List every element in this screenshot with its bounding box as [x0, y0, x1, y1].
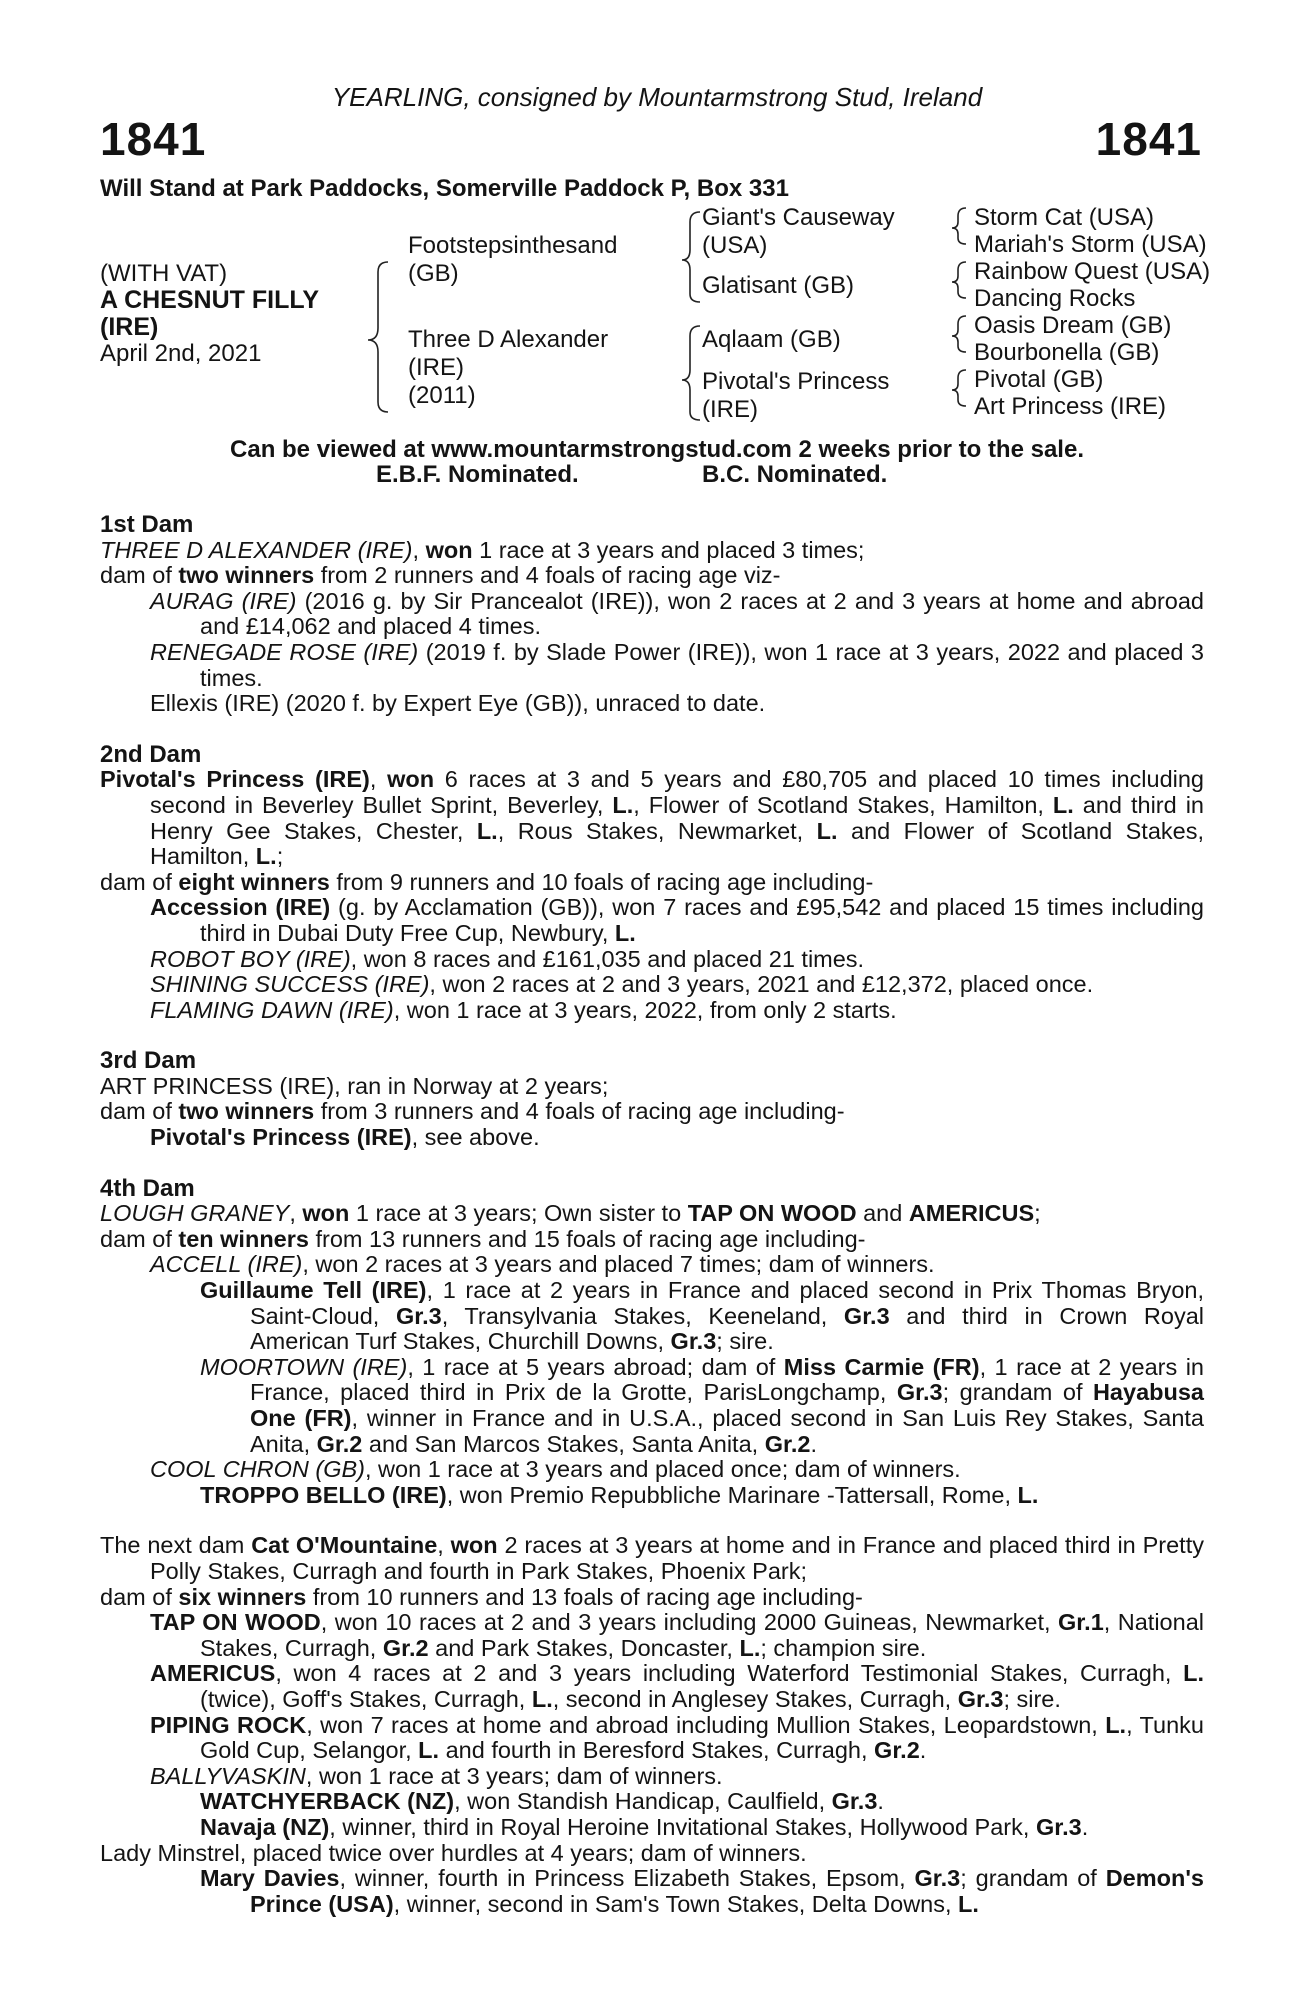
ped-dsd: Bourbonella (GB): [974, 339, 1160, 366]
first-dam-heading: 1st Dam: [100, 511, 194, 538]
third-dam-produce-summary: dam of two winners from 3 runners and 4 foals of racing age including-: [100, 1098, 845, 1125]
fourth-dam-heading: 4th Dam: [100, 1174, 195, 1202]
ped-dds: Pivotal (GB): [974, 366, 1104, 393]
sire-sire-name: Giant's Causeway: [702, 204, 895, 231]
first-dam-produce-summary: dam of two winners from 2 runners and 4 foals of racing age viz-: [100, 562, 781, 589]
produce-americus: AMERICUS, won 4 races at 2 and 3 years including Waterford Testimonial Stakes, Curragh, L. (twice), Goff's Stakes, Curragh, L., second in Anglesey Stakes, Curragh, Gr.3; sire.: [150, 1660, 1204, 1712]
produce-aurag: AURAG (IRE) (2016 g. by Sir Prancealot (IRE)), won 2 races at 2 and 3 years at home and abroad and £14,062 and placed 4 times.: [150, 587, 1204, 640]
bc-nominated: B.C. Nominated.: [702, 461, 888, 488]
dam-sire: Aqlaam (GB): [702, 326, 841, 353]
dam-country: (IRE): [408, 354, 464, 381]
produce-renegade-rose: RENEGADE ROSE (IRE) (2019 f. by Slade Power (IRE)), won 1 race at 3 years, 2022 and placed 3 times.: [150, 638, 1204, 691]
dam-dam-name: Pivotal's Princess: [702, 368, 890, 395]
produce-troppo-bello: TROPPO BELLO (IRE), won Premio Repubbliche Marinare -Tattersall, Rome, L.: [200, 1481, 1039, 1508]
produce-tap-on-wood: TAP ON WOOD, won 10 races at 2 and 3 years including 2000 Guineas, Newmarket, Gr.1, National Stakes, Curragh, Gr.2 and Park Stakes, Doncaster, L.; champion sire.: [150, 1609, 1204, 1661]
produce-lady-minstrel: Lady Minstrel, placed twice over hurdles at 4 years; dam of winners.: [100, 1839, 807, 1866]
foaling-date: April 2nd, 2021: [100, 340, 262, 367]
produce-accession: Accession (IRE) (g. by Acclamation (GB)), won 7 races and £95,542 and placed 15 times including third in Dubai Duty Free Cup, Newbury, L.: [150, 894, 1204, 946]
ebf-nominated: E.B.F. Nominated.: [376, 461, 579, 488]
produce-pivotals-princess: Pivotal's Princess (IRE), see above.: [150, 1124, 540, 1151]
ped-ssd: Mariah's Storm (USA): [974, 231, 1207, 258]
horse-name-line2: (IRE): [100, 313, 159, 341]
dam-dam-country: (IRE): [702, 396, 758, 423]
next-dam-record: The next dam Cat O'Mountaine, won 2 races at 3 years at home and in France and placed third in Pretty Polly Stakes, Curragh and fourth in Park Stakes, Phoenix Park;: [100, 1532, 1204, 1584]
sire-name: Footstepsinthesand: [408, 232, 618, 259]
dam-year: (2011): [408, 382, 476, 409]
produce-navaja: Navaja (NZ), winner, third in Royal Heroine Invitational Stakes, Hollywood Park, Gr.3.: [200, 1813, 1089, 1840]
third-dam-heading: 3rd Dam: [100, 1047, 197, 1075]
second-dam-record: Pivotal's Princess (IRE), won 6 races at 3 and 5 years and £80,705 and placed 10 times including second in Beverley Bullet Sprint, Beverley, L., Flower of Scotland Stakes, Hamilton, L. and third in Henry Gee Stakes, Chester, L., Rous Stakes, Newmarket, L. and Flower of Scotland Stakes, Hamilton, L.;: [100, 766, 1205, 870]
horse-name-line1: A CHESNUT FILLY: [100, 286, 319, 314]
next-dam-produce-summary: dam of six winners from 10 runners and 13 foals of racing age including-: [100, 1583, 863, 1610]
produce-flaming-dawn: FLAMING DAWN (IRE), won 1 race at 3 years, 2022, from only 2 starts.: [150, 996, 897, 1023]
produce-ellexis: Ellexis (IRE) (2020 f. by Expert Eye (GB)), unraced to date.: [150, 690, 766, 717]
fourth-dam-line: LOUGH GRANEY, won 1 race at 3 years; Own sister to TAP ON WOOD and AMERICUS;: [100, 1200, 1041, 1227]
sire-dam: Glatisant (GB): [702, 272, 855, 299]
lot-number-right: 1841: [1095, 113, 1202, 165]
produce-robot-boy: ROBOT BOY (IRE), won 8 races and £161,035 and placed 21 times.: [150, 945, 865, 972]
produce-watchyerback: WATCHYERBACK (NZ), won Standish Handicap, Caulfield, Gr.3.: [200, 1788, 884, 1815]
sire-sire-country: (USA): [702, 232, 768, 259]
fourth-dam-produce-summary: dam of ten winners from 13 runners and 15 foals of racing age including-: [100, 1225, 866, 1252]
consignor-line: YEARLING, consigned by Mountarmstrong Stud, Ireland: [331, 82, 983, 112]
lot-number-left: 1841: [100, 113, 207, 165]
sire-country: (GB): [408, 260, 459, 287]
ped-sss: Storm Cat (USA): [974, 204, 1155, 231]
second-dam-heading: 2nd Dam: [100, 740, 202, 768]
produce-cool-chron: COOL CHRON (GB), won 1 race at 3 years and placed once; dam of winners.: [150, 1456, 961, 1483]
produce-moortown: MOORTOWN (IRE), 1 race at 5 years abroad; dam of Miss Carmie (FR), 1 race at 2 years in France, placed third in Prix de la Grotte, ParisLongchamp, Gr.3; grandam of Hayabusa One (FR), winner in France and in U.S.A., placed second in San Luis Rey Stakes, Santa Anita, Gr.2 and San Marcos Stakes, Santa Anita, Gr.2.: [200, 1353, 1205, 1457]
stand-location: Will Stand at Park Paddocks, Somerville Paddock P, Box 331: [100, 175, 789, 202]
produce-guillaume-tell: Guillaume Tell (IRE), 1 race at 2 years in France and placed second in Prix Thomas Bryon, Saint-Cloud, Gr.3, Transylvania Stakes, Keeneland, Gr.3 and third in Crown Royal American Turf Stakes, Churchill Downs, Gr.3; sire.: [200, 1277, 1204, 1355]
first-dam-line: THREE D ALEXANDER (IRE), won 1 race at 3 years and placed 3 times;: [100, 536, 865, 563]
produce-shining-success: SHINING SUCCESS (IRE), won 2 races at 2 and 3 years, 2021 and £12,372, placed once.: [150, 971, 1094, 998]
produce-record: [100, 512, 1204, 1917]
produce-accell: ACCELL (IRE), won 2 races at 3 years and placed 7 times; dam of winners.: [150, 1251, 935, 1278]
third-dam-line: ART PRINCESS (IRE), ran in Norway at 2 years;: [100, 1072, 609, 1099]
second-dam-produce-summary: dam of eight winners from 9 runners and 10 foals of racing age including-: [100, 868, 874, 895]
ped-ddd: Art Princess (IRE): [974, 393, 1167, 420]
ped-sdd: Dancing Rocks: [974, 285, 1136, 312]
ped-dss: Oasis Dream (GB): [974, 312, 1172, 339]
dam-name: Three D Alexander: [408, 326, 609, 353]
viewing-note: Can be viewed at www.mountarmstrongstud.com 2 weeks prior to the sale.: [230, 436, 1084, 463]
vat-note: (WITH VAT): [100, 260, 228, 287]
produce-mary-davies: Mary Davies, winner, fourth in Princess Elizabeth Stakes, Epsom, Gr.3; grandam of Demon's Prince (USA), winner, second in Sam's Town Stakes, Delta Downs, L.: [200, 1865, 1204, 1917]
ped-sds: Rainbow Quest (USA): [974, 258, 1211, 285]
produce-ballyvaskin: BALLYVASKIN, won 1 race at 3 years; dam of winners.: [150, 1762, 723, 1789]
produce-piping-rock: PIPING ROCK, won 7 races at home and abroad including Mullion Stakes, Leopardstown, L., Tunku Gold Cup, Selangor, L. and fourth in Beresford Stakes, Curragh, Gr.2.: [150, 1711, 1204, 1764]
